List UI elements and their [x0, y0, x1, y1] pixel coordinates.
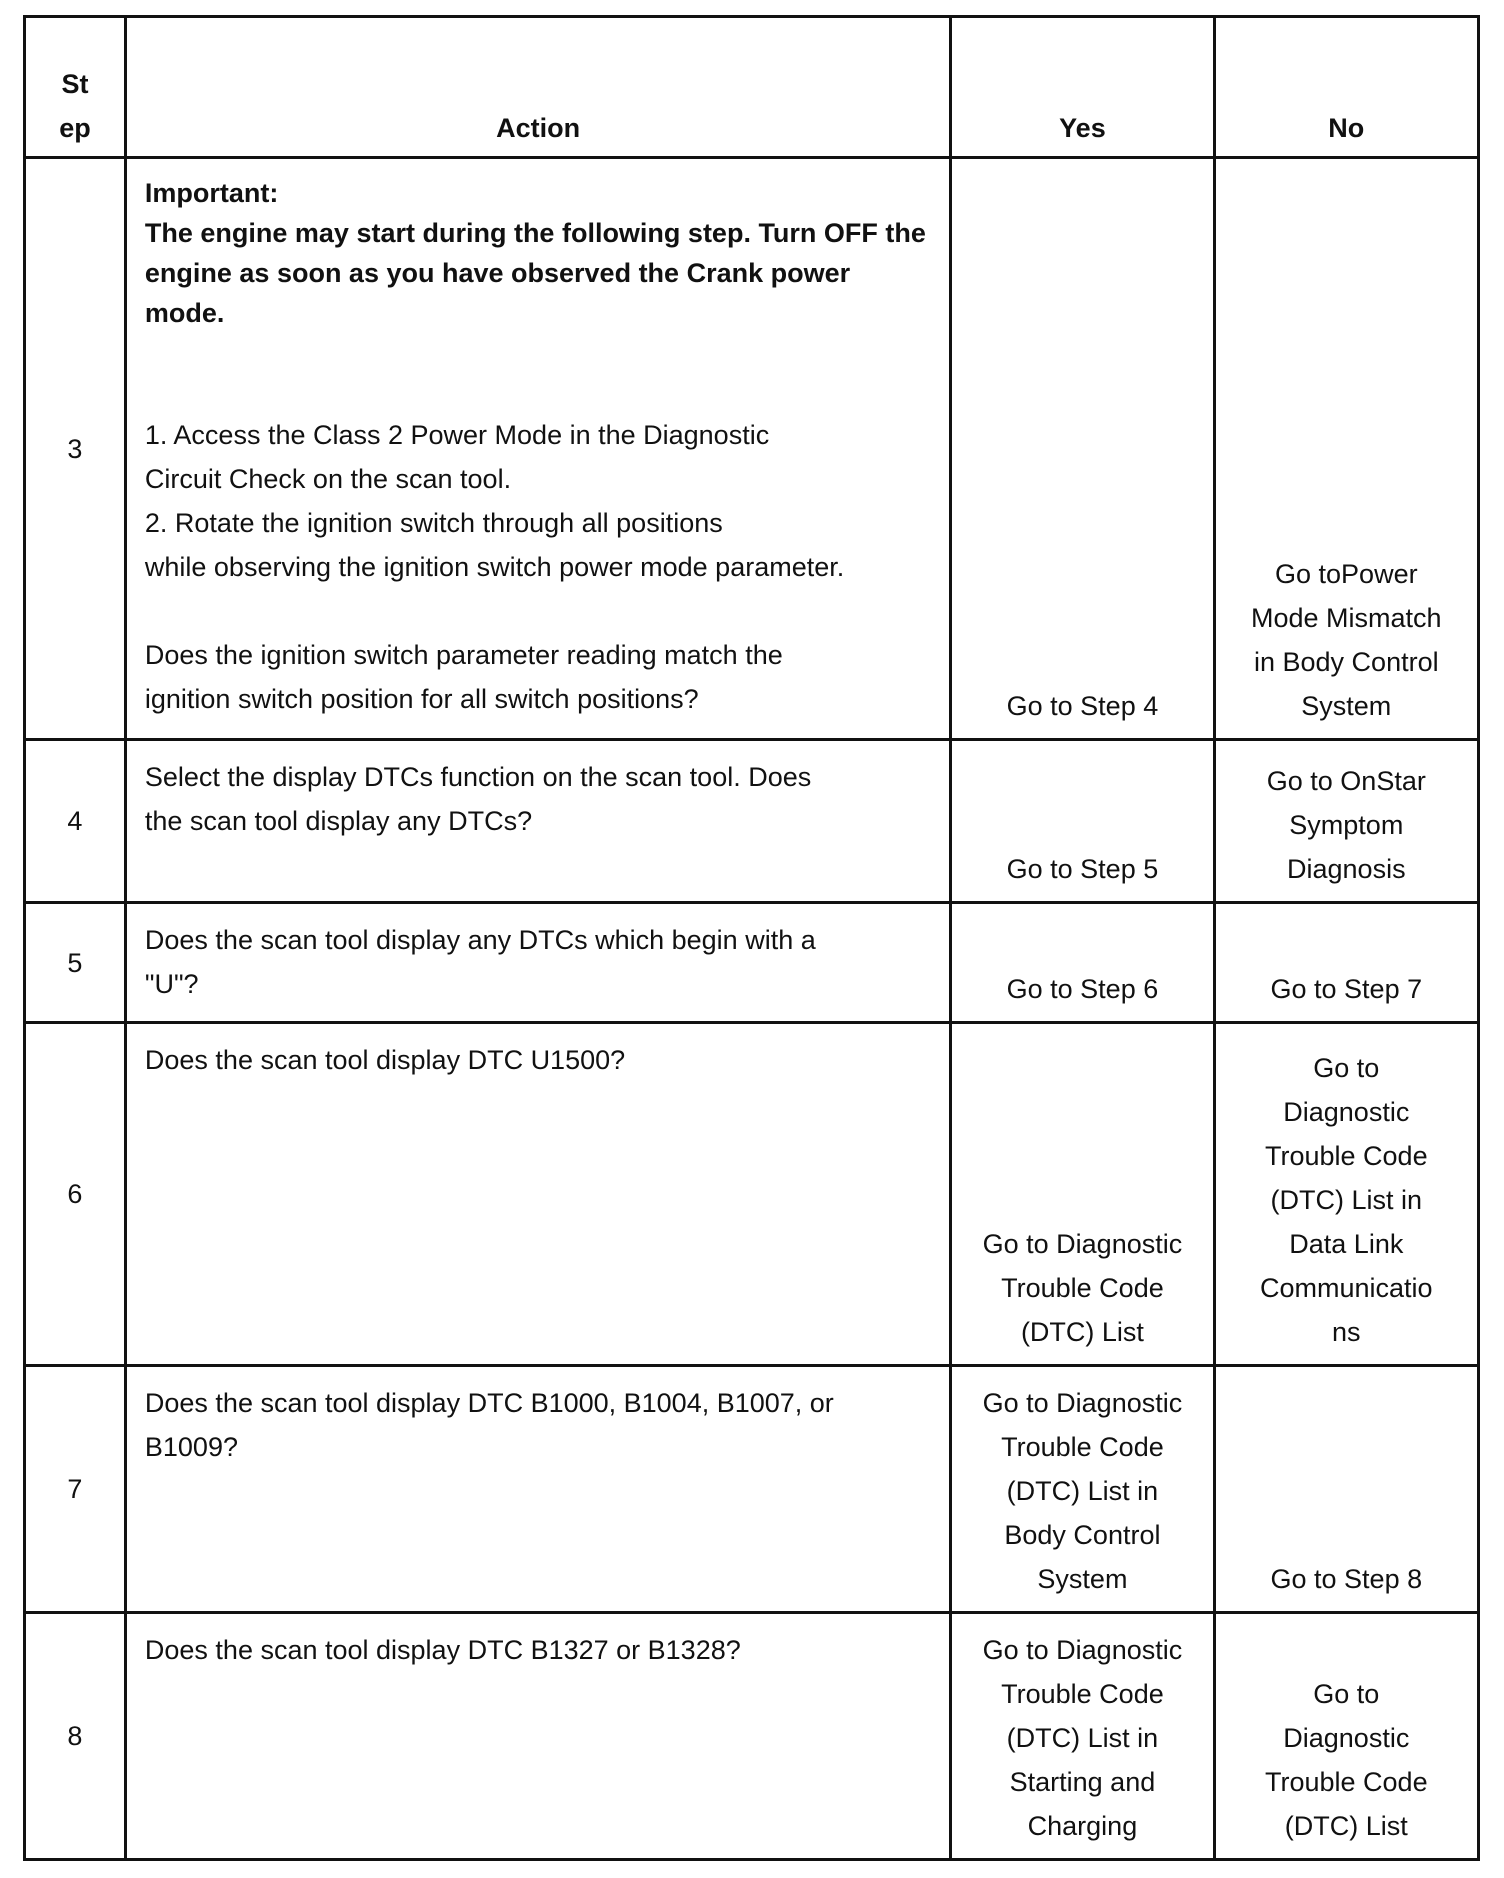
table-header-row — [25, 17, 1479, 158]
yes-result: Go to Diagnostic Trouble Code (DTC) List in Starting and Charging — [951, 1613, 1214, 1860]
step-number: 7 — [25, 1366, 126, 1613]
no-result: Go to Step 8 — [1214, 1366, 1478, 1613]
spacer — [145, 333, 931, 413]
important-text: The engine may start during the following step. Turn OFF the engine as soon as you have observed the Crank power mode. — [144, 218, 926, 328]
header-no: No — [1214, 17, 1478, 158]
yes-result: Go to Step 6 — [951, 903, 1214, 1023]
table-row — [25, 1613, 1479, 1860]
yes-result: Go to Step 4 — [951, 158, 1214, 740]
header-action: Action — [125, 17, 950, 158]
diagnostic-table — [23, 15, 1480, 1861]
action-cell: Select the display DTCs function on the scan tool. Does the scan tool display any DTCs? — [125, 740, 950, 903]
action-question: Does the ignition switch parameter reading match the ignition switch position for all switch positions? — [144, 640, 783, 714]
header-step: St ep — [25, 17, 126, 158]
table-row — [25, 1366, 1479, 1613]
action-list-item: 1. Access the Class 2 Power Mode in the Diagnostic Circuit Check on the scan tool. — [144, 420, 770, 494]
action-cell: Does the scan tool display DTC B1327 or B1328? — [125, 1613, 950, 1860]
table-row — [25, 903, 1479, 1023]
table-row — [25, 740, 1479, 903]
yes-result: Go to Step 5 — [951, 740, 1214, 903]
no-result: Go to Step 7 — [1214, 903, 1478, 1023]
yes-result: Go to Diagnostic Trouble Code (DTC) List — [951, 1023, 1214, 1366]
step-number: 3 — [25, 158, 126, 740]
yes-result: Go to Diagnostic Trouble Code (DTC) List in Body Control System — [951, 1366, 1214, 1613]
table-row — [25, 158, 1479, 740]
step-number: 8 — [25, 1613, 126, 1860]
important-label: Important: — [144, 178, 279, 208]
no-result: Go toPower Mode Mismatch in Body Control System — [1214, 158, 1478, 740]
no-result: Go to OnStar Symptom Diagnosis — [1214, 740, 1478, 903]
action-cell — [125, 158, 950, 740]
step-number: 4 — [25, 740, 126, 903]
action-cell: Does the scan tool display any DTCs which begin with a "U"? — [125, 903, 950, 1023]
header-yes: Yes — [951, 17, 1214, 158]
spacer — [145, 589, 931, 633]
table-row — [25, 1023, 1479, 1366]
action-list-item: 2. Rotate the ignition switch through all positions while observing the ignition switch power mode parameter. — [144, 508, 845, 582]
action-cell: Does the scan tool display DTC U1500? — [125, 1023, 950, 1366]
action-cell: Does the scan tool display DTC B1000, B1004, B1007, or B1009? — [125, 1366, 950, 1613]
no-result: Go to Diagnostic Trouble Code (DTC) List — [1214, 1613, 1478, 1860]
step-number: 5 — [25, 903, 126, 1023]
diagnostic-table-container — [23, 15, 1480, 1861]
no-result: Go to Diagnostic Trouble Code (DTC) List in Data Link Communicatio ns — [1214, 1023, 1478, 1366]
step-number: 6 — [25, 1023, 126, 1366]
